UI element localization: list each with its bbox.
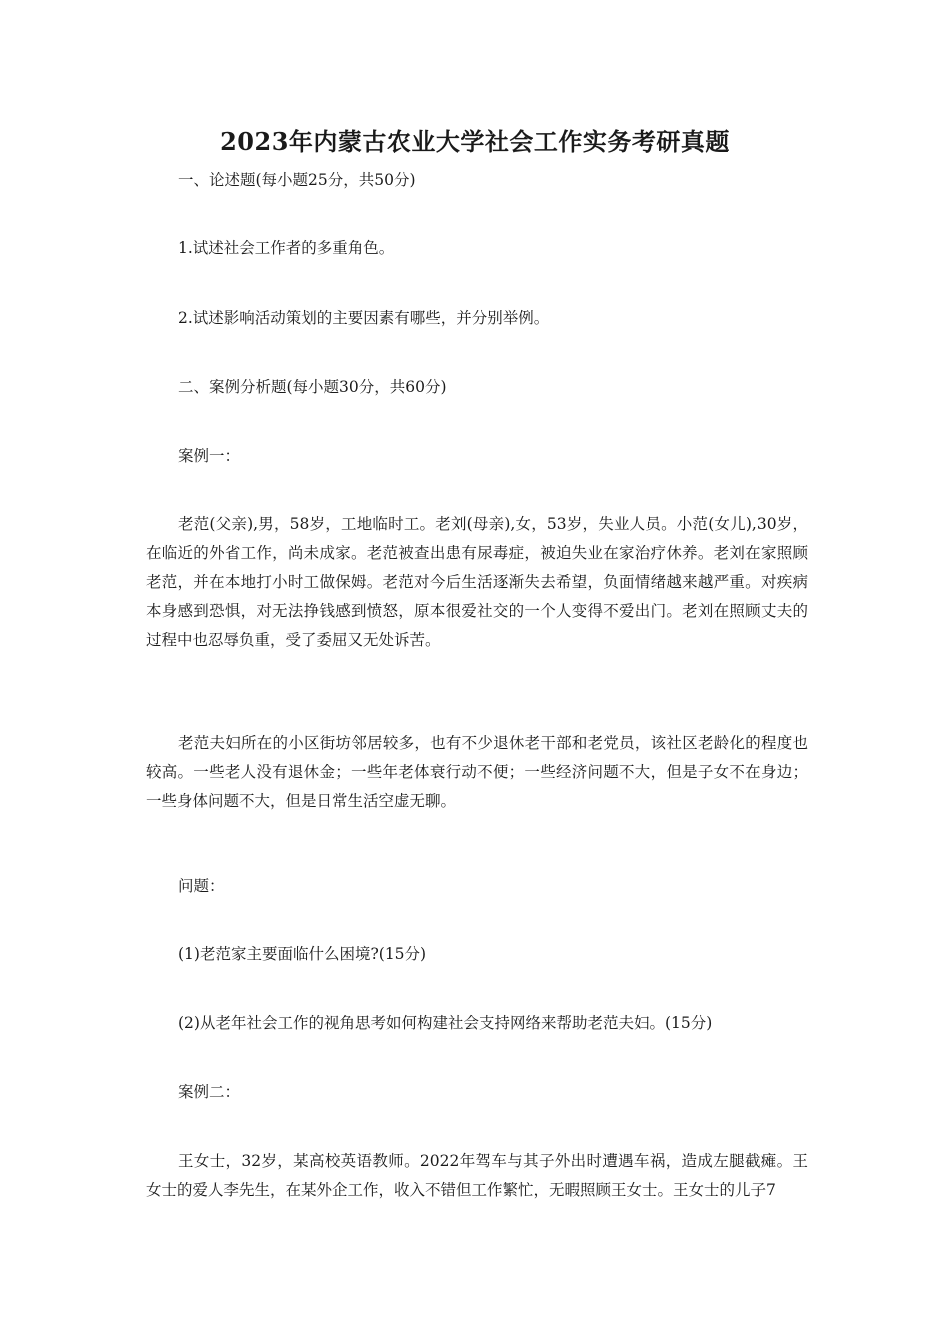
case1-paragraph-1: 老范(父亲),男，58岁，工地临时工。老刘(母亲),女，53岁，失业人员。小范(女儿),30岁，在临近的外省工作，尚未成家。老范被查出患有尿毒症，被迫失业在家治疗休养。老刘在家照顾老范，并在本地打小时工做保姆。老范对今后生活逐渐失去希望，负面情绪越来越严重。对疾病本身感到恐惧，对无法挣钱感到愤怒，原本很爱社交的一个人变得不爱出门。老刘在照顾丈夫的过程中也忍辱负重，受了委屈又无处诉苦。 <box>146 515 808 649</box>
section1-heading: 一、论述题(每小题25分，共50分) <box>178 171 416 189</box>
page-title: 2023年内蒙古农业大学社会工作实务考研真题 <box>220 127 730 156</box>
case2-paragraph-1: 王女士，32岁，某高校英语教师。2022年驾车与其子外出时遭遇车祸，造成左腿截瘫。王女士的爱人李先生，在某外企工作，收入不错但工作繁忙，无暇照顾王女士。王女士的儿子7 <box>146 1152 808 1199</box>
case1-question-2: (2)从老年社会工作的视角思考如何构建社会支持网络来帮助老范夫妇。(15分) <box>178 1014 713 1032</box>
section1-question-1: 1.试述社会工作者的多重角色。 <box>178 239 395 257</box>
case1-paragraph-2: 老范夫妇所在的小区街坊邻居较多，也有不少退休老干部和老党员，该社区老龄化的程度也较高。一些老人没有退休金；一些年老体衰行动不便；一些经济问题不大，但是子女不在身边；一些身体问题不大，但是日常生活空虚无聊。 <box>146 734 808 810</box>
case1-label: 案例一： <box>178 447 241 465</box>
case1-questions-label: 问题： <box>178 877 225 895</box>
case2-label: 案例二： <box>178 1083 241 1101</box>
section2-heading: 二、案例分析题(每小题30分，共60分) <box>178 378 447 396</box>
section1-question-2: 2.试述影响活动策划的主要因素有哪些，并分别举例。 <box>178 309 550 327</box>
case1-question-1: (1)老范家主要面临什么困境?(15分) <box>178 945 427 963</box>
